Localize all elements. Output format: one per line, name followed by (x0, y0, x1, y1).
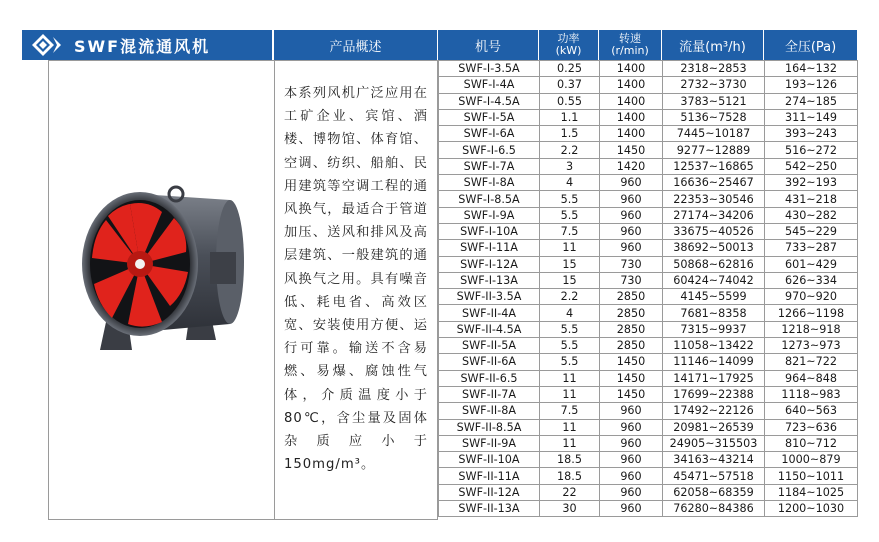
table-row (439, 158, 858, 174)
speed-cell: 2850 (600, 305, 663, 321)
pressure-cell: 821~722 (765, 354, 858, 370)
speed-cell: 960 (600, 240, 663, 256)
flow-cell: 14171~17925 (663, 370, 765, 386)
table-row (439, 126, 858, 142)
flow-cell: 2318~2853 (663, 61, 765, 77)
model-header: 机号 (438, 30, 539, 60)
model-cell: SWF-II-4.5A (439, 321, 540, 337)
model-cell: SWF-I-13A (439, 272, 540, 288)
pressure-cell: 733~287 (765, 240, 858, 256)
speed-header (599, 30, 662, 60)
pressure-cell: 1150~1011 (765, 468, 858, 484)
model-cell: SWF-I-11A (439, 240, 540, 256)
power-cell: 5.5 (540, 207, 600, 223)
power-cell: 18.5 (540, 452, 600, 468)
model-cell: SWF-I-6.5 (439, 142, 540, 158)
power-cell: 1.5 (540, 126, 600, 142)
pressure-cell: 392~193 (765, 175, 858, 191)
speed-cell: 1450 (600, 386, 663, 402)
table-row (439, 240, 858, 256)
model-cell: SWF-II-12A (439, 484, 540, 500)
table-row (439, 223, 858, 239)
model-cell: SWF-II-5A (439, 338, 540, 354)
speed-header-unit: (r/min) (611, 44, 649, 57)
table-row (439, 175, 858, 191)
power-cell: 11 (540, 370, 600, 386)
flow-cell: 22353~30546 (663, 191, 765, 207)
table-row (439, 77, 858, 93)
flow-cell: 7315~9937 (663, 321, 765, 337)
flow-cell: 16636~25467 (663, 175, 765, 191)
speed-cell: 960 (600, 191, 663, 207)
diamond-icon (32, 34, 54, 56)
speed-cell: 1450 (600, 370, 663, 386)
speed-cell: 1400 (600, 109, 663, 125)
flow-cell: 27174~34206 (663, 207, 765, 223)
speed-cell: 1450 (600, 354, 663, 370)
flow-cell: 62058~68359 (663, 484, 765, 500)
model-cell: SWF-I-12A (439, 256, 540, 272)
table-row (439, 468, 858, 484)
model-cell: SWF-I-6A (439, 126, 540, 142)
power-cell: 22 (540, 484, 600, 500)
pressure-cell: 164~132 (765, 61, 858, 77)
axial-fan-image (70, 172, 260, 376)
table-row (439, 452, 858, 468)
table-row (439, 435, 858, 451)
pressure-cell: 723~636 (765, 419, 858, 435)
table-row (439, 207, 858, 223)
speed-cell: 730 (600, 272, 663, 288)
pressure-cell: 1184~1025 (765, 484, 858, 500)
speed-cell: 2850 (600, 289, 663, 305)
flow-cell: 9277~12889 (663, 142, 765, 158)
model-cell: SWF-I-3.5A (439, 61, 540, 77)
pressure-cell: 964~848 (765, 370, 858, 386)
model-cell: SWF-II-3.5A (439, 289, 540, 305)
speed-cell: 960 (600, 207, 663, 223)
flow-cell: 33675~40526 (663, 223, 765, 239)
table-row (439, 191, 858, 207)
table-row (439, 403, 858, 419)
pressure-cell: 810~712 (765, 435, 858, 451)
power-cell: 4 (540, 175, 600, 191)
power-cell: 0.37 (540, 77, 600, 93)
model-cell: SWF-II-9A (439, 435, 540, 451)
speed-cell: 960 (600, 501, 663, 517)
speed-cell: 960 (600, 175, 663, 191)
table-row (439, 272, 858, 288)
power-header-label: 功率 (557, 32, 580, 45)
flow-cell: 17492~22126 (663, 403, 765, 419)
power-cell: 0.25 (540, 61, 600, 77)
speed-cell: 960 (600, 452, 663, 468)
flow-cell: 34163~43214 (663, 452, 765, 468)
flow-cell: 7445~10187 (663, 126, 765, 142)
speed-cell: 2850 (600, 321, 663, 337)
power-cell: 5.5 (540, 354, 600, 370)
flow-cell: 7681~8358 (663, 305, 765, 321)
model-cell: SWF-I-10A (439, 223, 540, 239)
model-cell: SWF-II-11A (439, 468, 540, 484)
table-row (439, 354, 858, 370)
pressure-cell: 1218~918 (765, 321, 858, 337)
speed-cell: 1400 (600, 126, 663, 142)
pressure-cell: 545~229 (765, 223, 858, 239)
speed-cell: 960 (600, 403, 663, 419)
pressure-cell: 640~563 (765, 403, 858, 419)
power-header-unit: (kW) (555, 44, 582, 57)
power-cell: 5.5 (540, 191, 600, 207)
spec-table (438, 60, 858, 517)
pressure-cell: 1000~879 (765, 452, 858, 468)
speed-cell: 1420 (600, 158, 663, 174)
table-row (439, 501, 858, 517)
pressure-cell: 430~282 (765, 207, 858, 223)
pressure-cell: 274~185 (765, 93, 858, 109)
spec-table-body (439, 61, 858, 517)
power-cell: 30 (540, 501, 600, 517)
model-cell: SWF-II-7A (439, 386, 540, 402)
power-cell: 0.55 (540, 93, 600, 109)
pressure-cell: 516~272 (765, 142, 858, 158)
flow-cell: 45471~57518 (663, 468, 765, 484)
pressure-cell: 193~126 (765, 77, 858, 93)
power-cell: 2.2 (540, 142, 600, 158)
model-cell: SWF-II-6.5 (439, 370, 540, 386)
model-cell: SWF-I-4A (439, 77, 540, 93)
brand-title-bar (22, 30, 272, 60)
power-cell: 15 (540, 272, 600, 288)
speed-cell: 1400 (600, 61, 663, 77)
pressure-cell: 542~250 (765, 158, 858, 174)
table-row (439, 419, 858, 435)
overview-header: 产品概述 (274, 30, 438, 60)
table-row (439, 109, 858, 125)
power-cell: 7.5 (540, 403, 600, 419)
model-cell: SWF-I-7A (439, 158, 540, 174)
pressure-cell: 1118~983 (765, 386, 858, 402)
product-description: 本系列风机广泛应用在工矿企业、宾馆、酒楼、博物馆、体育馆、空调、纺织、船舶、民用建筑等空调工程的通风换气，最适合于管道加压、送风和排风及高层建筑、一般建筑的通风换气之用。具有噪音低、耗电省、高效区宽、安装使用方便、运行可靠。输送不含易燃、易爆、腐蚀性气体，介质温度小于80℃，含尘量及固体杂质应小于150mg/m³。 (284, 86, 428, 473)
table-row (439, 142, 858, 158)
power-cell: 11 (540, 419, 600, 435)
flow-cell: 50868~62816 (663, 256, 765, 272)
model-cell: SWF-I-8.5A (439, 191, 540, 207)
model-cell: SWF-I-4.5A (439, 93, 540, 109)
speed-header-label: 转速 (619, 32, 641, 45)
power-cell: 5.5 (540, 321, 600, 337)
power-cell: 5.5 (540, 338, 600, 354)
flow-cell: 2732~3730 (663, 77, 765, 93)
speed-cell: 960 (600, 419, 663, 435)
pressure-cell: 601~429 (765, 256, 858, 272)
table-row (439, 93, 858, 109)
flow-header: 流量(m³/h) (662, 30, 764, 60)
power-cell: 2.2 (540, 289, 600, 305)
speed-cell: 960 (600, 435, 663, 451)
pressure-cell: 393~243 (765, 126, 858, 142)
power-cell: 11 (540, 435, 600, 451)
model-cell: SWF-II-4A (439, 305, 540, 321)
flow-cell: 4145~5599 (663, 289, 765, 305)
speed-cell: 960 (600, 468, 663, 484)
model-cell: SWF-II-13A (439, 501, 540, 517)
power-cell: 7.5 (540, 223, 600, 239)
table-row (439, 370, 858, 386)
pressure-cell: 1266~1198 (765, 305, 858, 321)
model-cell: SWF-II-8.5A (439, 419, 540, 435)
pressure-cell: 431~218 (765, 191, 858, 207)
pressure-cell: 1200~1030 (765, 501, 858, 517)
table-row (439, 61, 858, 77)
model-cell: SWF-I-5A (439, 109, 540, 125)
table-row (439, 321, 858, 337)
pressure-cell: 1273~973 (765, 338, 858, 354)
pressure-header: 全压(Pa) (764, 30, 857, 60)
speed-cell: 1400 (600, 93, 663, 109)
power-cell: 11 (540, 240, 600, 256)
table-row (439, 289, 858, 305)
power-cell: 11 (540, 386, 600, 402)
flow-cell: 24905~315503 (663, 435, 765, 451)
flow-cell: 20981~26539 (663, 419, 765, 435)
speed-cell: 1450 (600, 142, 663, 158)
pressure-cell: 626~334 (765, 272, 858, 288)
speed-cell: 1400 (600, 77, 663, 93)
flow-cell: 11146~14099 (663, 354, 765, 370)
power-cell: 1.1 (540, 109, 600, 125)
speed-cell: 960 (600, 484, 663, 500)
table-row (439, 338, 858, 354)
model-cell: SWF-II-6A (439, 354, 540, 370)
flow-cell: 5136~7528 (663, 109, 765, 125)
model-cell: SWF-II-10A (439, 452, 540, 468)
speed-cell: 730 (600, 256, 663, 272)
pressure-cell: 970~920 (765, 289, 858, 305)
flow-cell: 3783~5121 (663, 93, 765, 109)
model-cell: SWF-I-8A (439, 175, 540, 191)
flow-cell: 11058~13422 (663, 338, 765, 354)
flow-cell: 76280~84386 (663, 501, 765, 517)
power-cell: 4 (540, 305, 600, 321)
flow-cell: 17699~22388 (663, 386, 765, 402)
power-cell: 18.5 (540, 468, 600, 484)
table-row (439, 484, 858, 500)
speed-cell: 2850 (600, 338, 663, 354)
brand-title: SWF混流通风机 (74, 36, 211, 56)
power-header (539, 30, 599, 60)
model-cell: SWF-I-9A (439, 207, 540, 223)
speed-cell: 960 (600, 223, 663, 239)
flow-cell: 60424~74042 (663, 272, 765, 288)
table-row (439, 305, 858, 321)
model-cell: SWF-II-8A (439, 403, 540, 419)
flow-cell: 38692~50013 (663, 240, 765, 256)
power-cell: 15 (540, 256, 600, 272)
table-row (439, 386, 858, 402)
power-cell: 3 (540, 158, 600, 174)
flow-cell: 12537~16865 (663, 158, 765, 174)
table-row (439, 256, 858, 272)
pressure-cell: 311~149 (765, 109, 858, 125)
